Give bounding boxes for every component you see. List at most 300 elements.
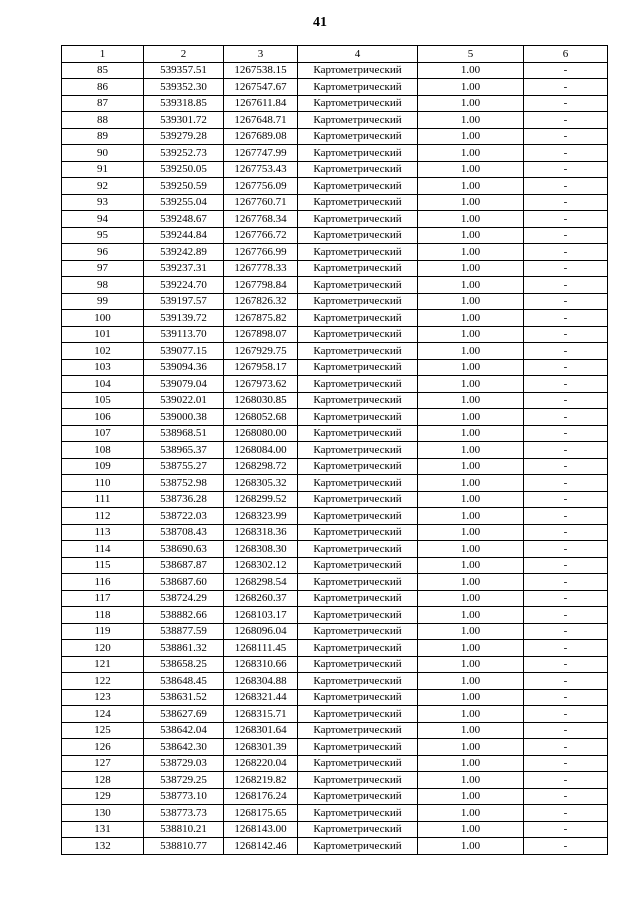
point-number-cell: 101 bbox=[62, 326, 144, 343]
note-cell: - bbox=[524, 145, 608, 162]
method-cell: Картометрический bbox=[298, 475, 418, 492]
method-cell: Картометрический bbox=[298, 838, 418, 855]
accuracy-cell: 1.00 bbox=[418, 62, 524, 79]
y-coordinate-cell: 1267973.62 bbox=[224, 376, 298, 393]
method-cell: Картометрический bbox=[298, 62, 418, 79]
table-row bbox=[62, 838, 608, 855]
accuracy-cell: 1.00 bbox=[418, 524, 524, 541]
table-body bbox=[62, 62, 608, 854]
column-header-5: 5 bbox=[418, 46, 524, 63]
table-row bbox=[62, 755, 608, 772]
table-row bbox=[62, 128, 608, 145]
note-cell: - bbox=[524, 376, 608, 393]
accuracy-cell: 1.00 bbox=[418, 145, 524, 162]
y-coordinate-cell: 1267766.99 bbox=[224, 244, 298, 261]
accuracy-cell: 1.00 bbox=[418, 392, 524, 409]
point-number-cell: 132 bbox=[62, 838, 144, 855]
y-coordinate-cell: 1267826.32 bbox=[224, 293, 298, 310]
accuracy-cell: 1.00 bbox=[418, 128, 524, 145]
note-cell: - bbox=[524, 178, 608, 195]
point-number-cell: 131 bbox=[62, 821, 144, 838]
note-cell: - bbox=[524, 293, 608, 310]
accuracy-cell: 1.00 bbox=[418, 821, 524, 838]
coordinates-table bbox=[61, 45, 608, 855]
y-coordinate-cell: 1267929.75 bbox=[224, 343, 298, 360]
accuracy-cell: 1.00 bbox=[418, 838, 524, 855]
note-cell: - bbox=[524, 359, 608, 376]
table-row bbox=[62, 79, 608, 96]
note-cell: - bbox=[524, 541, 608, 558]
method-cell: Картометрический bbox=[298, 293, 418, 310]
x-coordinate-cell: 539255.04 bbox=[144, 194, 224, 211]
accuracy-cell: 1.00 bbox=[418, 310, 524, 327]
y-coordinate-cell: 1268111.45 bbox=[224, 640, 298, 657]
accuracy-cell: 1.00 bbox=[418, 805, 524, 822]
y-coordinate-cell: 1268096.04 bbox=[224, 623, 298, 640]
x-coordinate-cell: 538773.73 bbox=[144, 805, 224, 822]
x-coordinate-cell: 539352.30 bbox=[144, 79, 224, 96]
point-number-cell: 91 bbox=[62, 161, 144, 178]
method-cell: Картометрический bbox=[298, 508, 418, 525]
table-row bbox=[62, 178, 608, 195]
y-coordinate-cell: 1268080.00 bbox=[224, 425, 298, 442]
table-row bbox=[62, 326, 608, 343]
method-cell: Картометрический bbox=[298, 79, 418, 96]
x-coordinate-cell: 539279.28 bbox=[144, 128, 224, 145]
point-number-cell: 86 bbox=[62, 79, 144, 96]
method-cell: Картометрический bbox=[298, 755, 418, 772]
accuracy-cell: 1.00 bbox=[418, 178, 524, 195]
y-coordinate-cell: 1267778.33 bbox=[224, 260, 298, 277]
note-cell: - bbox=[524, 607, 608, 624]
x-coordinate-cell: 538631.52 bbox=[144, 689, 224, 706]
method-cell: Картометрический bbox=[298, 359, 418, 376]
note-cell: - bbox=[524, 227, 608, 244]
note-cell: - bbox=[524, 310, 608, 327]
method-cell: Картометрический bbox=[298, 607, 418, 624]
accuracy-cell: 1.00 bbox=[418, 755, 524, 772]
note-cell: - bbox=[524, 392, 608, 409]
table-row bbox=[62, 62, 608, 79]
note-cell: - bbox=[524, 343, 608, 360]
note-cell: - bbox=[524, 409, 608, 426]
method-cell: Картометрический bbox=[298, 706, 418, 723]
point-number-cell: 111 bbox=[62, 491, 144, 508]
y-coordinate-cell: 1267760.71 bbox=[224, 194, 298, 211]
note-cell: - bbox=[524, 788, 608, 805]
accuracy-cell: 1.00 bbox=[418, 689, 524, 706]
table-row bbox=[62, 442, 608, 459]
accuracy-cell: 1.00 bbox=[418, 673, 524, 690]
note-cell: - bbox=[524, 656, 608, 673]
note-cell: - bbox=[524, 574, 608, 591]
method-cell: Картометрический bbox=[298, 772, 418, 789]
table-row bbox=[62, 640, 608, 657]
x-coordinate-cell: 538642.30 bbox=[144, 739, 224, 756]
method-cell: Картометрический bbox=[298, 227, 418, 244]
accuracy-cell: 1.00 bbox=[418, 607, 524, 624]
column-header-6: 6 bbox=[524, 46, 608, 63]
x-coordinate-cell: 538877.59 bbox=[144, 623, 224, 640]
table-row bbox=[62, 772, 608, 789]
accuracy-cell: 1.00 bbox=[418, 194, 524, 211]
y-coordinate-cell: 1267875.82 bbox=[224, 310, 298, 327]
table-row bbox=[62, 194, 608, 211]
method-cell: Картометрический bbox=[298, 95, 418, 112]
accuracy-cell: 1.00 bbox=[418, 293, 524, 310]
accuracy-cell: 1.00 bbox=[418, 475, 524, 492]
note-cell: - bbox=[524, 62, 608, 79]
point-number-cell: 89 bbox=[62, 128, 144, 145]
note-cell: - bbox=[524, 425, 608, 442]
note-cell: - bbox=[524, 260, 608, 277]
note-cell: - bbox=[524, 458, 608, 475]
page-number: 41 bbox=[313, 15, 327, 30]
point-number-cell: 122 bbox=[62, 673, 144, 690]
accuracy-cell: 1.00 bbox=[418, 244, 524, 261]
table-row bbox=[62, 706, 608, 723]
x-coordinate-cell: 539248.67 bbox=[144, 211, 224, 228]
accuracy-cell: 1.00 bbox=[418, 343, 524, 360]
point-number-cell: 120 bbox=[62, 640, 144, 657]
method-cell: Картометрический bbox=[298, 524, 418, 541]
table-row bbox=[62, 425, 608, 442]
method-cell: Картометрический bbox=[298, 689, 418, 706]
table-row bbox=[62, 458, 608, 475]
y-coordinate-cell: 1267766.72 bbox=[224, 227, 298, 244]
table-row bbox=[62, 359, 608, 376]
note-cell: - bbox=[524, 211, 608, 228]
note-cell: - bbox=[524, 79, 608, 96]
method-cell: Картометрический bbox=[298, 458, 418, 475]
point-number-cell: 103 bbox=[62, 359, 144, 376]
note-cell: - bbox=[524, 442, 608, 459]
accuracy-cell: 1.00 bbox=[418, 508, 524, 525]
method-cell: Картометрический bbox=[298, 821, 418, 838]
accuracy-cell: 1.00 bbox=[418, 491, 524, 508]
method-cell: Картометрический bbox=[298, 590, 418, 607]
method-cell: Картометрический bbox=[298, 673, 418, 690]
accuracy-cell: 1.00 bbox=[418, 458, 524, 475]
table-row bbox=[62, 821, 608, 838]
point-number-cell: 114 bbox=[62, 541, 144, 558]
table-row bbox=[62, 623, 608, 640]
y-coordinate-cell: 1267538.15 bbox=[224, 62, 298, 79]
table-row bbox=[62, 293, 608, 310]
note-cell: - bbox=[524, 557, 608, 574]
x-coordinate-cell: 538882.66 bbox=[144, 607, 224, 624]
point-number-cell: 126 bbox=[62, 739, 144, 756]
note-cell: - bbox=[524, 640, 608, 657]
x-coordinate-cell: 538755.27 bbox=[144, 458, 224, 475]
point-number-cell: 115 bbox=[62, 557, 144, 574]
y-coordinate-cell: 1268219.82 bbox=[224, 772, 298, 789]
note-cell: - bbox=[524, 838, 608, 855]
y-coordinate-cell: 1267958.17 bbox=[224, 359, 298, 376]
point-number-cell: 124 bbox=[62, 706, 144, 723]
note-cell: - bbox=[524, 706, 608, 723]
note-cell: - bbox=[524, 128, 608, 145]
table-row bbox=[62, 508, 608, 525]
table-row bbox=[62, 491, 608, 508]
point-number-cell: 90 bbox=[62, 145, 144, 162]
x-coordinate-cell: 539079.04 bbox=[144, 376, 224, 393]
point-number-cell: 109 bbox=[62, 458, 144, 475]
y-coordinate-cell: 1268143.00 bbox=[224, 821, 298, 838]
column-header-1: 1 bbox=[62, 46, 144, 63]
y-coordinate-cell: 1268030.85 bbox=[224, 392, 298, 409]
x-coordinate-cell: 538687.87 bbox=[144, 557, 224, 574]
method-cell: Картометрический bbox=[298, 194, 418, 211]
method-cell: Картометрический bbox=[298, 805, 418, 822]
y-coordinate-cell: 1268084.00 bbox=[224, 442, 298, 459]
y-coordinate-cell: 1267547.67 bbox=[224, 79, 298, 96]
table-row bbox=[62, 161, 608, 178]
point-number-cell: 92 bbox=[62, 178, 144, 195]
accuracy-cell: 1.00 bbox=[418, 574, 524, 591]
x-coordinate-cell: 538968.51 bbox=[144, 425, 224, 442]
point-number-cell: 129 bbox=[62, 788, 144, 805]
table-row bbox=[62, 541, 608, 558]
method-cell: Картометрический bbox=[298, 392, 418, 409]
method-cell: Картометрический bbox=[298, 656, 418, 673]
y-coordinate-cell: 1268176.24 bbox=[224, 788, 298, 805]
y-coordinate-cell: 1268298.54 bbox=[224, 574, 298, 591]
point-number-cell: 106 bbox=[62, 409, 144, 426]
column-header-3: 3 bbox=[224, 46, 298, 63]
table-row bbox=[62, 607, 608, 624]
x-coordinate-cell: 539301.72 bbox=[144, 112, 224, 129]
accuracy-cell: 1.00 bbox=[418, 409, 524, 426]
x-coordinate-cell: 539242.89 bbox=[144, 244, 224, 261]
x-coordinate-cell: 538724.29 bbox=[144, 590, 224, 607]
y-coordinate-cell: 1268260.37 bbox=[224, 590, 298, 607]
table-row bbox=[62, 656, 608, 673]
accuracy-cell: 1.00 bbox=[418, 425, 524, 442]
x-coordinate-cell: 539077.15 bbox=[144, 343, 224, 360]
x-coordinate-cell: 538736.28 bbox=[144, 491, 224, 508]
note-cell: - bbox=[524, 161, 608, 178]
point-number-cell: 123 bbox=[62, 689, 144, 706]
method-cell: Картометрический bbox=[298, 343, 418, 360]
y-coordinate-cell: 1268301.39 bbox=[224, 739, 298, 756]
point-number-cell: 96 bbox=[62, 244, 144, 261]
table-row bbox=[62, 145, 608, 162]
table-row bbox=[62, 409, 608, 426]
accuracy-cell: 1.00 bbox=[418, 706, 524, 723]
table-row bbox=[62, 739, 608, 756]
table-row bbox=[62, 95, 608, 112]
x-coordinate-cell: 538729.25 bbox=[144, 772, 224, 789]
method-cell: Картометрический bbox=[298, 623, 418, 640]
y-coordinate-cell: 1267798.84 bbox=[224, 277, 298, 294]
table-header-row bbox=[62, 46, 608, 63]
point-number-cell: 105 bbox=[62, 392, 144, 409]
accuracy-cell: 1.00 bbox=[418, 623, 524, 640]
method-cell: Картометрический bbox=[298, 112, 418, 129]
accuracy-cell: 1.00 bbox=[418, 376, 524, 393]
note-cell: - bbox=[524, 194, 608, 211]
y-coordinate-cell: 1268315.71 bbox=[224, 706, 298, 723]
y-coordinate-cell: 1268304.88 bbox=[224, 673, 298, 690]
method-cell: Картометрический bbox=[298, 788, 418, 805]
x-coordinate-cell: 538648.45 bbox=[144, 673, 224, 690]
x-coordinate-cell: 539139.72 bbox=[144, 310, 224, 327]
point-number-cell: 104 bbox=[62, 376, 144, 393]
x-coordinate-cell: 539022.01 bbox=[144, 392, 224, 409]
x-coordinate-cell: 539197.57 bbox=[144, 293, 224, 310]
point-number-cell: 87 bbox=[62, 95, 144, 112]
method-cell: Картометрический bbox=[298, 244, 418, 261]
x-coordinate-cell: 539250.05 bbox=[144, 161, 224, 178]
accuracy-cell: 1.00 bbox=[418, 640, 524, 657]
method-cell: Картометрический bbox=[298, 178, 418, 195]
note-cell: - bbox=[524, 326, 608, 343]
method-cell: Картометрический bbox=[298, 211, 418, 228]
y-coordinate-cell: 1268323.99 bbox=[224, 508, 298, 525]
x-coordinate-cell: 539224.70 bbox=[144, 277, 224, 294]
y-coordinate-cell: 1267898.07 bbox=[224, 326, 298, 343]
accuracy-cell: 1.00 bbox=[418, 541, 524, 558]
note-cell: - bbox=[524, 590, 608, 607]
x-coordinate-cell: 538773.10 bbox=[144, 788, 224, 805]
y-coordinate-cell: 1267747.99 bbox=[224, 145, 298, 162]
table-row bbox=[62, 574, 608, 591]
accuracy-cell: 1.00 bbox=[418, 739, 524, 756]
note-cell: - bbox=[524, 805, 608, 822]
table-row bbox=[62, 343, 608, 360]
table-row bbox=[62, 590, 608, 607]
x-coordinate-cell: 538690.63 bbox=[144, 541, 224, 558]
column-header-2: 2 bbox=[144, 46, 224, 63]
point-number-cell: 110 bbox=[62, 475, 144, 492]
point-number-cell: 118 bbox=[62, 607, 144, 624]
x-coordinate-cell: 538752.98 bbox=[144, 475, 224, 492]
x-coordinate-cell: 538722.03 bbox=[144, 508, 224, 525]
x-coordinate-cell: 539318.85 bbox=[144, 95, 224, 112]
note-cell: - bbox=[524, 95, 608, 112]
method-cell: Картометрический bbox=[298, 541, 418, 558]
x-coordinate-cell: 538965.37 bbox=[144, 442, 224, 459]
method-cell: Картометрический bbox=[298, 722, 418, 739]
note-cell: - bbox=[524, 689, 608, 706]
y-coordinate-cell: 1267753.43 bbox=[224, 161, 298, 178]
method-cell: Картометрический bbox=[298, 326, 418, 343]
accuracy-cell: 1.00 bbox=[418, 557, 524, 574]
x-coordinate-cell: 538810.21 bbox=[144, 821, 224, 838]
point-number-cell: 112 bbox=[62, 508, 144, 525]
x-coordinate-cell: 538861.32 bbox=[144, 640, 224, 657]
table-row bbox=[62, 557, 608, 574]
point-number-cell: 128 bbox=[62, 772, 144, 789]
accuracy-cell: 1.00 bbox=[418, 95, 524, 112]
x-coordinate-cell: 539250.59 bbox=[144, 178, 224, 195]
table-row bbox=[62, 689, 608, 706]
method-cell: Картометрический bbox=[298, 739, 418, 756]
x-coordinate-cell: 539252.73 bbox=[144, 145, 224, 162]
y-coordinate-cell: 1268302.12 bbox=[224, 557, 298, 574]
y-coordinate-cell: 1268310.66 bbox=[224, 656, 298, 673]
note-cell: - bbox=[524, 722, 608, 739]
accuracy-cell: 1.00 bbox=[418, 788, 524, 805]
point-number-cell: 95 bbox=[62, 227, 144, 244]
table-row bbox=[62, 227, 608, 244]
note-cell: - bbox=[524, 772, 608, 789]
note-cell: - bbox=[524, 277, 608, 294]
table-row bbox=[62, 788, 608, 805]
point-number-cell: 117 bbox=[62, 590, 144, 607]
y-coordinate-cell: 1268175.65 bbox=[224, 805, 298, 822]
x-coordinate-cell: 538708.43 bbox=[144, 524, 224, 541]
method-cell: Картометрический bbox=[298, 128, 418, 145]
note-cell: - bbox=[524, 739, 608, 756]
x-coordinate-cell: 538642.04 bbox=[144, 722, 224, 739]
method-cell: Картометрический bbox=[298, 260, 418, 277]
accuracy-cell: 1.00 bbox=[418, 79, 524, 96]
accuracy-cell: 1.00 bbox=[418, 442, 524, 459]
table-row bbox=[62, 722, 608, 739]
method-cell: Картометрический bbox=[298, 409, 418, 426]
table-row bbox=[62, 211, 608, 228]
accuracy-cell: 1.00 bbox=[418, 326, 524, 343]
x-coordinate-cell: 539113.70 bbox=[144, 326, 224, 343]
accuracy-cell: 1.00 bbox=[418, 359, 524, 376]
y-coordinate-cell: 1267648.71 bbox=[224, 112, 298, 129]
point-number-cell: 113 bbox=[62, 524, 144, 541]
y-coordinate-cell: 1268321.44 bbox=[224, 689, 298, 706]
point-number-cell: 107 bbox=[62, 425, 144, 442]
note-cell: - bbox=[524, 475, 608, 492]
point-number-cell: 108 bbox=[62, 442, 144, 459]
y-coordinate-cell: 1267611.84 bbox=[224, 95, 298, 112]
table-row bbox=[62, 475, 608, 492]
accuracy-cell: 1.00 bbox=[418, 260, 524, 277]
y-coordinate-cell: 1268318.36 bbox=[224, 524, 298, 541]
accuracy-cell: 1.00 bbox=[418, 656, 524, 673]
accuracy-cell: 1.00 bbox=[418, 772, 524, 789]
x-coordinate-cell: 538658.25 bbox=[144, 656, 224, 673]
accuracy-cell: 1.00 bbox=[418, 112, 524, 129]
accuracy-cell: 1.00 bbox=[418, 590, 524, 607]
accuracy-cell: 1.00 bbox=[418, 722, 524, 739]
note-cell: - bbox=[524, 755, 608, 772]
point-number-cell: 102 bbox=[62, 343, 144, 360]
point-number-cell: 88 bbox=[62, 112, 144, 129]
point-number-cell: 97 bbox=[62, 260, 144, 277]
y-coordinate-cell: 1268308.30 bbox=[224, 541, 298, 558]
table-row bbox=[62, 244, 608, 261]
y-coordinate-cell: 1267768.34 bbox=[224, 211, 298, 228]
table-row bbox=[62, 805, 608, 822]
accuracy-cell: 1.00 bbox=[418, 211, 524, 228]
x-coordinate-cell: 539000.38 bbox=[144, 409, 224, 426]
point-number-cell: 93 bbox=[62, 194, 144, 211]
y-coordinate-cell: 1268052.68 bbox=[224, 409, 298, 426]
method-cell: Картометрический bbox=[298, 145, 418, 162]
point-number-cell: 125 bbox=[62, 722, 144, 739]
note-cell: - bbox=[524, 524, 608, 541]
table-row bbox=[62, 524, 608, 541]
y-coordinate-cell: 1268103.17 bbox=[224, 607, 298, 624]
accuracy-cell: 1.00 bbox=[418, 277, 524, 294]
point-number-cell: 127 bbox=[62, 755, 144, 772]
accuracy-cell: 1.00 bbox=[418, 227, 524, 244]
table-row bbox=[62, 310, 608, 327]
point-number-cell: 130 bbox=[62, 805, 144, 822]
x-coordinate-cell: 539094.36 bbox=[144, 359, 224, 376]
point-number-cell: 121 bbox=[62, 656, 144, 673]
note-cell: - bbox=[524, 491, 608, 508]
